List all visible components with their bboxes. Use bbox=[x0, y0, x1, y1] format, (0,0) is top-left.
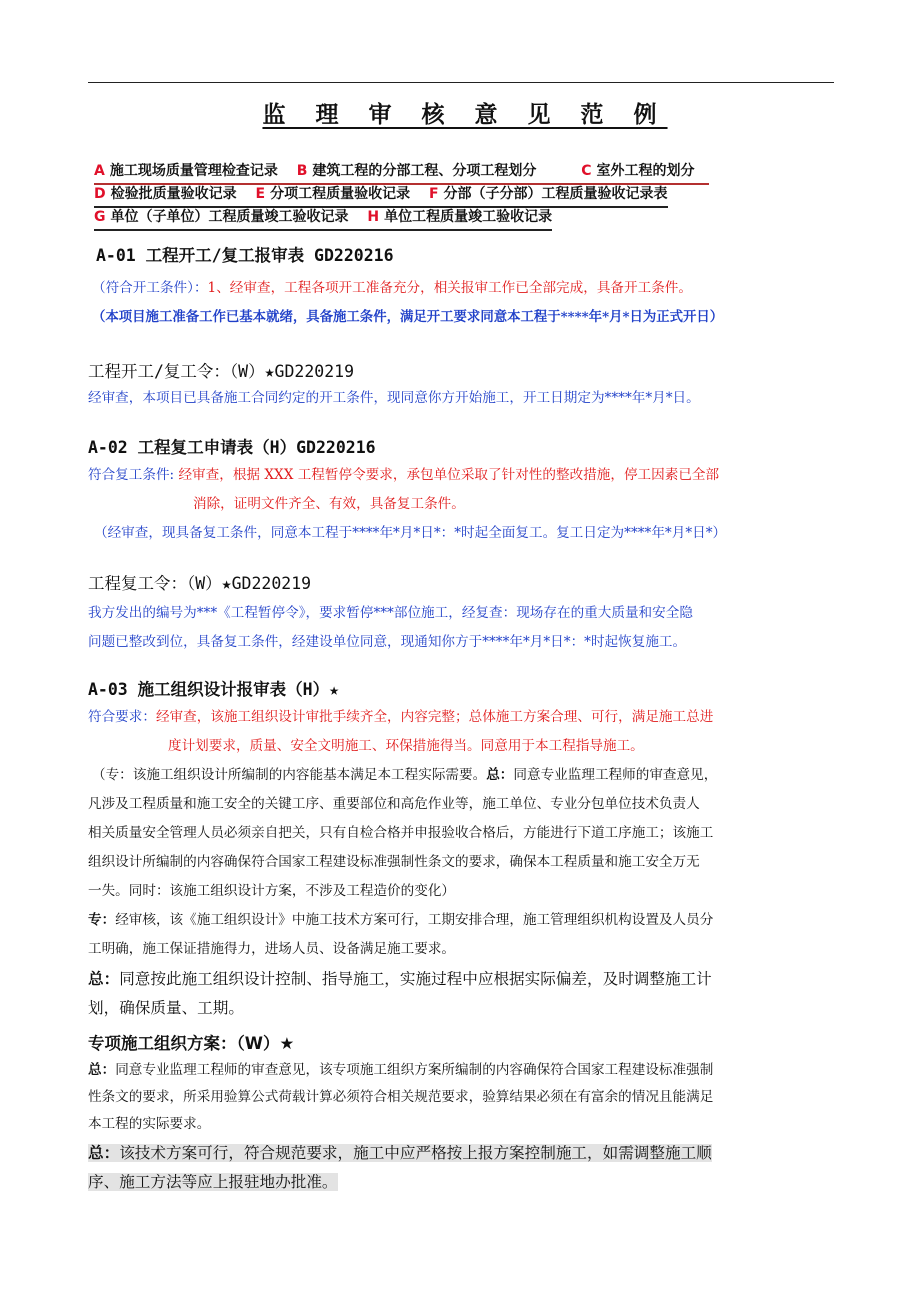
opinion-line: 划，确保质量、工期。 bbox=[88, 999, 244, 1017]
a01-body bbox=[92, 274, 838, 332]
section-heading: A-02 工程复工申请表（H）GD220216 bbox=[88, 438, 376, 457]
condition-label: 符合复工条件: bbox=[88, 467, 179, 483]
index-row-1 bbox=[94, 160, 834, 183]
section-start-order bbox=[88, 358, 834, 382]
start-order-body bbox=[88, 384, 834, 413]
section-a03 bbox=[88, 676, 834, 700]
section-heading: 专项施工组织方案：（W）★ bbox=[88, 1034, 295, 1053]
section-heading: 工程复工令：（W）★GD220219 bbox=[88, 574, 312, 593]
index-row-2 bbox=[94, 183, 834, 206]
condition-label: （符合开工条件）： bbox=[92, 280, 208, 296]
opinion-line: 本工程的实际要求。 bbox=[88, 1116, 211, 1132]
resume-order-body bbox=[88, 599, 834, 657]
index-item-g[interactable]: G 单位（子单位）工程质量竣工验收记录 bbox=[94, 209, 349, 225]
opinion-line: 一失。同时：该施工组织设计方案，不涉及工程造价的变化） bbox=[88, 883, 456, 899]
review-text: 1、经审查，工程各项开工准备充分，相关报审工作已全部完成，具备开工条件。 bbox=[207, 280, 692, 296]
review-text: 经审查，本项目已具备施工合同约定的开工条件，现同意你方开始施工，开工日期定为****年*月*日。 bbox=[88, 390, 700, 406]
review-conclusion: （本项目施工准备工作已基本就绪，具备施工条件，满足开工要求同意本工程于****年*月*日为正式开日） bbox=[92, 309, 724, 325]
condition-label: 符合要求： bbox=[88, 709, 156, 725]
page-title: 监 理 审 核 意 见 范 例 bbox=[262, 102, 668, 128]
section-special-plan bbox=[88, 1030, 834, 1054]
section-a02 bbox=[88, 434, 834, 458]
section-a01 bbox=[96, 242, 842, 266]
index-row-3 bbox=[94, 206, 834, 229]
index-item-d[interactable]: D 检验批质量验收记录 bbox=[94, 186, 237, 202]
opinion-line: 序、施工方法等应上报驻地办批准。 bbox=[88, 1173, 338, 1191]
review-text: 经审查，该施工组织设计审批手续齐全，内容完整；总体施工方案合理、可行，满足施工总进 bbox=[155, 709, 714, 725]
review-text-cont: 度计划要求，质量、安全文明施工、环保措施得当。同意用于本工程指导施工。 bbox=[168, 738, 644, 754]
opinion-line: 凡涉及工程质量和施工安全的关键工序、重要部位和高危作业等，施工单位、专业分包单位技术负责人 bbox=[88, 796, 700, 812]
opinion-paragraph: （专：该施工组织设计所编制的内容能基本满足本工程实际需要。总：同意专业监理工程师的审查意见， bbox=[92, 767, 718, 783]
index-item-e[interactable]: E 分项工程质量验收记录 bbox=[255, 186, 411, 202]
review-conclusion: （经审查，现具备复工条件，同意本工程于****年*月*日*：*时起全面复工。复工日定为****年*月*日*） bbox=[94, 525, 727, 541]
chief-opinion: 总：同意按此施工组织设计控制、指导施工，实施过程中应根据实际偏差，及时调整施工计 bbox=[88, 969, 712, 988]
chief-opinion: 总：同意专业监理工程师的审查意见，该专项施工组织方案所编制的内容确保符合国家工程建设标准强制 bbox=[88, 1062, 714, 1078]
review-text-cont: 消除，证明文件齐全、有效，具备复工条件。 bbox=[193, 496, 465, 512]
section-heading: 工程开工/复工令：（W）★GD220219 bbox=[88, 362, 355, 381]
a03-body bbox=[88, 703, 834, 1023]
index-item-b[interactable]: B 建筑工程的分部工程、分项工程划分 bbox=[296, 163, 537, 179]
chief-opinion-highlighted: 总：该技术方案可行，符合规范要求，施工中应严格按上报方案控制施工，如需调整施工顺 bbox=[88, 1143, 712, 1162]
index-item-a[interactable]: A 施工现场质量管理检查记录 bbox=[94, 163, 278, 179]
index-item-h[interactable]: H 单位工程质量竣工验收记录 bbox=[367, 209, 553, 225]
a02-body bbox=[88, 461, 834, 548]
section-heading: A-03 施工组织设计报审表（H）★ bbox=[88, 680, 340, 699]
review-text: 经审查，根据 XXX 工程暂停令要求，承包单位采取了针对性的整改措施，停工因素已全部 bbox=[178, 467, 720, 483]
opinion-line: 相关质量安全管理人员必须亲自把关，只有自检合格并申报验收合格后，方能进行下道工序施工；该施工 bbox=[88, 825, 714, 841]
opinion-line: 组织设计所编制的内容确保符合国家工程建设标准强制性条文的要求，确保本工程质量和施工安全万无 bbox=[88, 854, 700, 870]
opinion-line: 工明确，施工保证措施得力，进场人员、设备满足施工要求。 bbox=[88, 941, 456, 957]
special-plan-body bbox=[88, 1057, 834, 1197]
top-rule bbox=[88, 82, 834, 83]
specialist-opinion: 专：经审核，该《施工组织设计》中施工技术方案可行，工期安排合理，施工管理组织机构设置及人员分 bbox=[88, 912, 714, 928]
index-item-c[interactable]: C 室外工程的划分 bbox=[581, 163, 695, 179]
review-text: 我方发出的编号为***《工程暂停令》，要求暂停***部位施工，经复查：现场存在的重大质量和安全隐 bbox=[88, 605, 693, 621]
section-index bbox=[94, 160, 834, 229]
review-text-cont: 问题已整改到位，具备复工条件，经建设单位同意，现通知你方于****年*月*日*：*时起恢复施工。 bbox=[88, 634, 687, 650]
opinion-line: 性条文的要求，所采用验算公式荷载计算必须符合相关规范要求，验算结果必须在有富余的情况且能满足 bbox=[88, 1089, 714, 1105]
index-item-f[interactable]: F 分部（子分部）工程质量验收记录表 bbox=[428, 186, 668, 202]
section-resume-order bbox=[88, 570, 834, 594]
section-heading: A-01 工程开工/复工报审表 GD220216 bbox=[96, 246, 394, 265]
